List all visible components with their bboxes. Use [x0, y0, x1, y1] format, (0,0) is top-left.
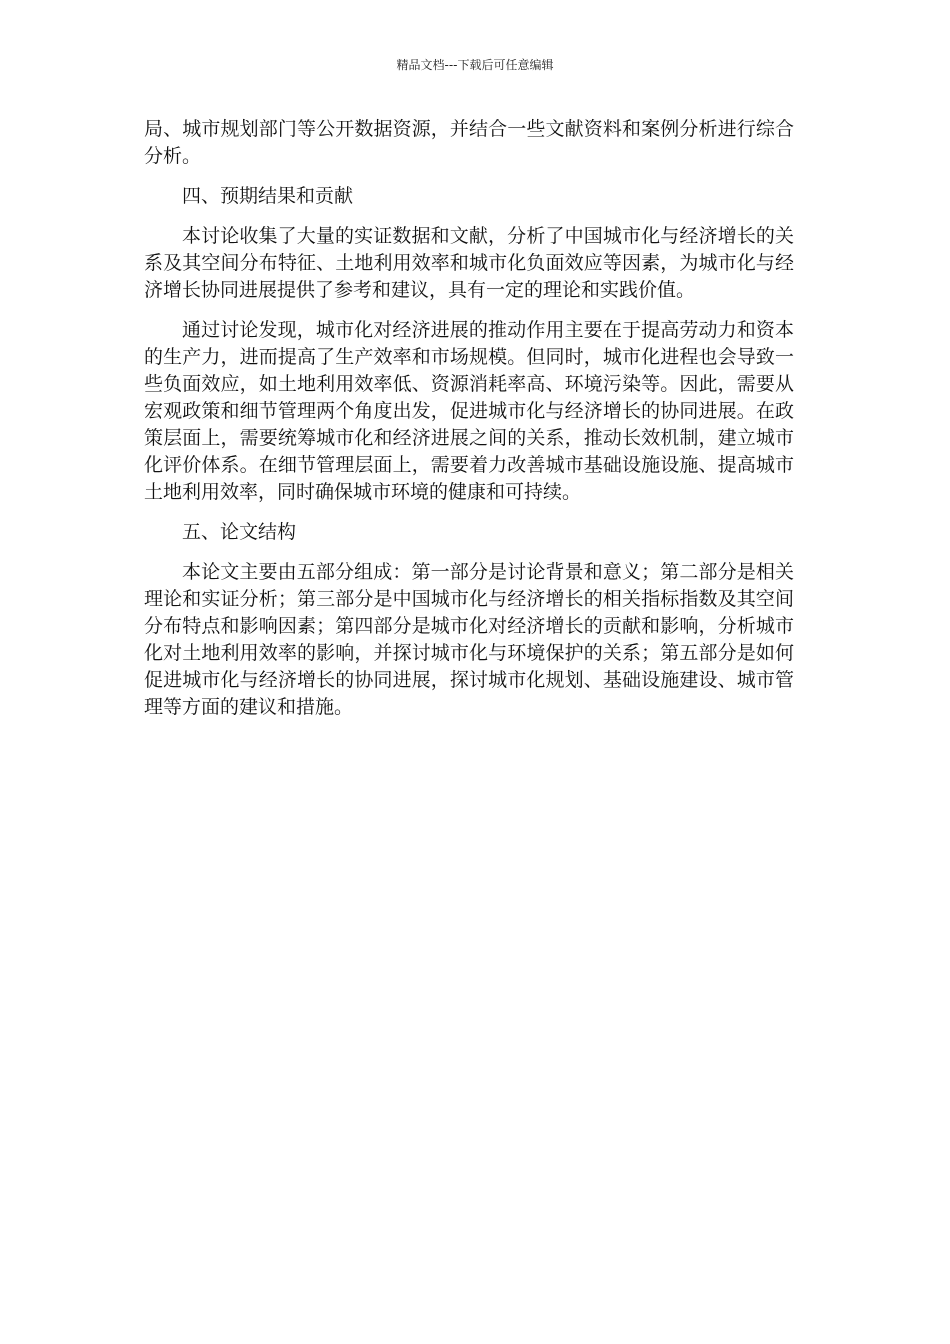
paragraph-structure: 本论文主要由五部分组成：第一部分是讨论背景和意义；第二部分是相关理论和实证分析；第三部分是中国城市化与经济增长的相关指标指数及其空间分布特点和影响因素；第四部分是城市化对经济增长的贡献和影响，分析城市化对土地利用效率的影响，并探讨城市化与环境保护的关系；第五部分是如何促进城市化与经济增长的协同进展，探讨城市化规划、基础设施建设、城市管理等方面的建议和措施。 — [144, 561, 794, 718]
paragraph-findings: 通过讨论发现，城市化对经济进展的推动作用主要在于提高劳动力和资本的生产力，进而提高了生产效率和市场规模。但同时，城市化进程也会导致一些负面效应，如土地利用效率低、资源消耗率高、环境污染等。因此，需要从宏观政策和细节管理两个角度出发，促进城市化与经济增长的协同进展。在政策层面上，需要统筹城市化和经济进展之间的关系，推动长效机制，建立城市化评价体系。在细节管理层面上，需要着力改善城市基础设施设施、提高城市土地利用效率，同时确保城市环境的健康和可持续。 — [144, 319, 794, 503]
section-heading-thesis-structure: 五、论文结构 — [182, 521, 297, 543]
document-body — [144, 116, 794, 734]
page-header: 精品文档---下载后可任意编辑 — [396, 58, 554, 72]
section-heading-expected-results: 四、预期结果和贡献 — [182, 185, 354, 207]
paragraph-results-summary: 本讨论收集了大量的实证数据和文献，分析了中国城市化与经济增长的关系及其空间分布特征、土地利用效率和城市化负面效应等因素，为城市化与经济增长协同进展提供了参考和建议，具有一定的理论和实践价值。 — [144, 225, 794, 301]
paragraph-continuation: 局、城市规划部门等公开数据资源，并结合一些文献资料和案例分析进行综合分析。 — [144, 118, 794, 167]
